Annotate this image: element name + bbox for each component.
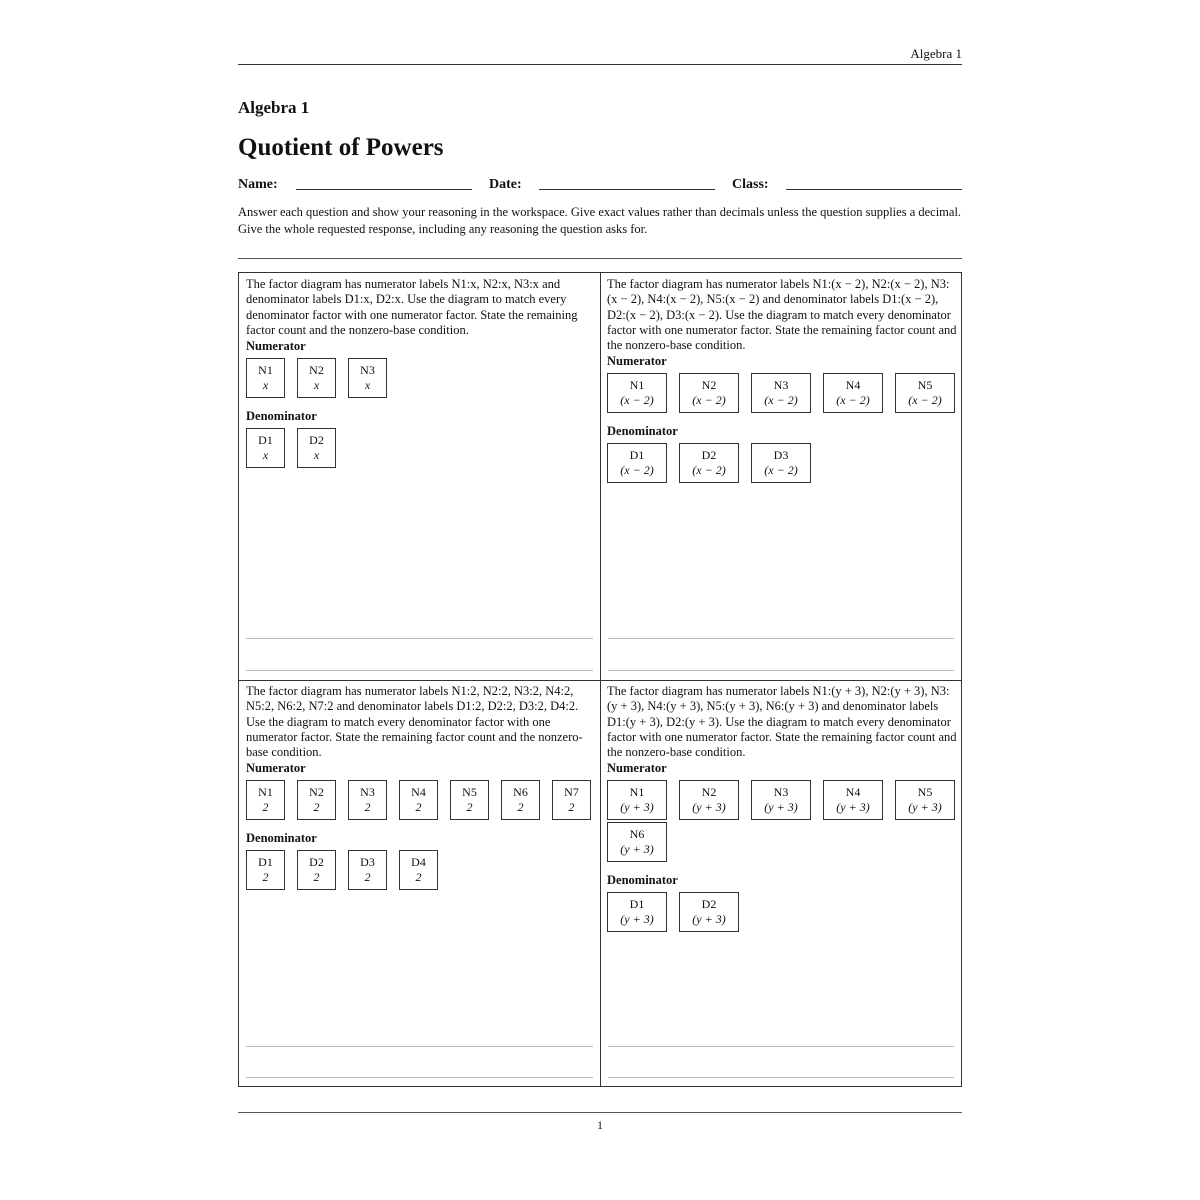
factor-value: 2 xyxy=(364,870,371,885)
denominator-factor-box xyxy=(679,892,739,932)
footer-rule xyxy=(238,1112,962,1113)
question-text: The factor diagram has numerator labels N1:(y + 3), N2:(y + 3), N3:(y + 3), N4:(y + 3), N5:(y + 3), N6:(y + 3) and denominator labels D1:(y + 3), D2:(y + 3). Use the diagram to match every denominator factor with one numerator factor. State the remaining factor count and the nonzero-base condition. xyxy=(607,684,957,760)
numerator-factors xyxy=(607,780,957,862)
factor-id: N4 xyxy=(411,785,426,800)
factor-value: (x − 2) xyxy=(836,393,870,408)
factor-value: (y + 3) xyxy=(836,800,870,815)
factor-value: x xyxy=(313,448,320,463)
factor-id: N1 xyxy=(258,785,273,800)
date-field[interactable] xyxy=(539,189,715,190)
factor-value: (x − 2) xyxy=(764,463,798,478)
subject-heading: Algebra 1 xyxy=(238,98,310,117)
factor-id: N4 xyxy=(845,378,861,393)
numerator-factor-box xyxy=(348,780,387,820)
factor-value: (x − 2) xyxy=(764,393,798,408)
question-cell-2 xyxy=(607,277,957,677)
denominator-factor-box xyxy=(246,850,285,890)
answer-line[interactable] xyxy=(246,670,593,671)
question-grid xyxy=(238,272,962,1087)
question-text: The factor diagram has numerator labels N1:x, N2:x, N3:x and denominator labels D1:x, D2:x. Use the diagram to match every denominator factor with one numerator factor. State the remaining factor count and the nonzero-base condition. xyxy=(246,277,578,337)
student-info-row xyxy=(238,177,962,197)
answer-line[interactable] xyxy=(246,1046,593,1047)
answer-line[interactable] xyxy=(608,1077,954,1078)
factor-value: x xyxy=(364,378,371,393)
numerator-label: Numerator xyxy=(607,761,667,776)
answer-line[interactable] xyxy=(246,638,593,639)
factor-value: (y + 3) xyxy=(908,800,942,815)
factor-value: x xyxy=(262,378,269,393)
numerator-factor-box xyxy=(607,822,667,862)
factor-value: (x − 2) xyxy=(692,463,726,478)
factor-id: N5 xyxy=(917,378,933,393)
numerator-factors xyxy=(246,358,594,398)
factor-value: (y + 3) xyxy=(692,800,726,815)
factor-id: D1 xyxy=(629,448,645,463)
factor-id: D2 xyxy=(309,855,324,870)
denominator-factor-box xyxy=(679,443,739,483)
factor-value: x xyxy=(313,378,320,393)
numerator-factor-box xyxy=(297,358,336,398)
factor-id: N1 xyxy=(258,363,273,378)
numerator-factor-box xyxy=(450,780,489,820)
factor-id: D2 xyxy=(309,433,324,448)
factor-value: x xyxy=(262,448,269,463)
denominator-factor-box xyxy=(297,428,336,468)
worksheet-title: Quotient of Powers xyxy=(238,134,444,161)
factor-value: (x − 2) xyxy=(908,393,942,408)
factor-id: D4 xyxy=(411,855,426,870)
numerator-factor-box xyxy=(607,780,667,820)
factor-id: N2 xyxy=(309,363,324,378)
numerator-factor-box xyxy=(348,358,387,398)
factor-id: N4 xyxy=(845,785,861,800)
factor-value: 2 xyxy=(313,800,320,815)
factor-id: N2 xyxy=(309,785,324,800)
running-head: Algebra 1 xyxy=(910,46,962,61)
factor-value: (y + 3) xyxy=(620,800,654,815)
factor-id: N2 xyxy=(701,378,717,393)
header-rule xyxy=(238,64,962,65)
grid-divider-horizontal xyxy=(239,680,961,681)
answer-line[interactable] xyxy=(608,670,954,671)
factor-id: D3 xyxy=(773,448,789,463)
denominator-factor-box xyxy=(607,443,667,483)
factor-value: 2 xyxy=(415,800,422,815)
numerator-factor-box xyxy=(246,780,285,820)
factor-id: D1 xyxy=(258,855,273,870)
factor-value: (x − 2) xyxy=(620,463,654,478)
question-text: The factor diagram has numerator labels N1:(x − 2), N2:(x − 2), N3:(x − 2), N4:(x − 2), N5:(x − 2) and denominator labels D1:(x − 2), D2:(x − 2), D3:(x − 2). Use the diagram to match every denominator factor with one numerator factor. State the remaining factor count and the nonzero-base condition. xyxy=(607,277,957,353)
denominator-factor-box xyxy=(751,443,811,483)
factor-value: 2 xyxy=(415,870,422,885)
numerator-label: Numerator xyxy=(246,339,306,354)
class-field[interactable] xyxy=(786,189,962,190)
question-cell-1 xyxy=(246,277,594,677)
denominator-label: Denominator xyxy=(607,873,678,888)
factor-id: N2 xyxy=(701,785,717,800)
answer-line[interactable] xyxy=(608,1046,954,1047)
factor-id: D2 xyxy=(701,448,717,463)
factor-value: (y + 3) xyxy=(620,842,654,857)
numerator-factor-box xyxy=(679,373,739,413)
numerator-factor-box xyxy=(751,780,811,820)
numerator-factor-box xyxy=(297,780,336,820)
factor-value: 2 xyxy=(517,800,524,815)
denominator-factors xyxy=(607,892,957,932)
factor-value: 2 xyxy=(262,870,269,885)
numerator-factor-box xyxy=(679,780,739,820)
factor-value: 2 xyxy=(568,800,575,815)
factor-id: N3 xyxy=(360,785,375,800)
denominator-label: Denominator xyxy=(246,409,317,424)
numerator-factor-box xyxy=(895,373,955,413)
numerator-factors xyxy=(246,780,594,820)
numerator-factor-box xyxy=(552,780,591,820)
factor-value: 2 xyxy=(313,870,320,885)
date-label: Date: xyxy=(489,177,522,192)
question-cell-4 xyxy=(607,684,957,1084)
factor-id: D1 xyxy=(258,433,273,448)
factor-id: N3 xyxy=(360,363,375,378)
factor-id: N1 xyxy=(629,378,645,393)
factor-id: N3 xyxy=(773,785,789,800)
factor-value: (y + 3) xyxy=(692,912,726,927)
denominator-label: Denominator xyxy=(246,831,317,846)
denominator-factor-box xyxy=(246,428,285,468)
instructions: Answer each question and show your reasoning in the workspace. Give exact values rather than decimals unless the question supplies a decimal. Give the whole requested response, including any reasoning the question asks for. xyxy=(238,205,962,236)
denominator-factors xyxy=(246,428,594,468)
page-number: 1 xyxy=(597,1118,603,1132)
name-field[interactable] xyxy=(296,189,472,190)
numerator-factor-box xyxy=(751,373,811,413)
factor-value: 2 xyxy=(466,800,473,815)
numerator-factor-box xyxy=(823,780,883,820)
factor-id: N1 xyxy=(629,785,645,800)
denominator-factors xyxy=(246,850,594,890)
factor-value: (y + 3) xyxy=(764,800,798,815)
answer-line[interactable] xyxy=(246,1077,593,1078)
factor-value: (x − 2) xyxy=(692,393,726,408)
factor-id: D3 xyxy=(360,855,375,870)
question-cell-3 xyxy=(246,684,594,1084)
factor-value: (x − 2) xyxy=(620,393,654,408)
answer-line[interactable] xyxy=(608,638,954,639)
factor-value: (y + 3) xyxy=(620,912,654,927)
numerator-factor-box xyxy=(246,358,285,398)
numerator-label: Numerator xyxy=(607,354,667,369)
numerator-label: Numerator xyxy=(246,761,306,776)
denominator-factor-box xyxy=(399,850,438,890)
factor-id: N5 xyxy=(917,785,933,800)
factor-id: N6 xyxy=(629,827,645,842)
factor-value: 2 xyxy=(364,800,371,815)
denominator-factor-box xyxy=(297,850,336,890)
name-label: Name: xyxy=(238,177,278,192)
factor-id: N7 xyxy=(564,785,579,800)
factor-id: D1 xyxy=(629,897,645,912)
denominator-factor-box xyxy=(348,850,387,890)
numerator-factors xyxy=(607,373,957,413)
factor-value: 2 xyxy=(262,800,269,815)
class-label: Class: xyxy=(732,177,769,192)
denominator-factor-box xyxy=(607,892,667,932)
question-text: The factor diagram has numerator labels N1:2, N2:2, N3:2, N4:2, N5:2, N6:2, N7:2 and denominator labels D1:2, D2:2, D3:2, D4:2. Use the diagram to match every denominator factor with one numerator factor. State the remaining factor count and the nonzero-base condition. xyxy=(246,684,583,760)
instructions-rule xyxy=(238,258,962,259)
factor-id: D2 xyxy=(701,897,717,912)
factor-id: N3 xyxy=(773,378,789,393)
factor-id: N6 xyxy=(513,785,528,800)
numerator-factor-box xyxy=(399,780,438,820)
numerator-factor-box xyxy=(501,780,540,820)
numerator-factor-box xyxy=(607,373,667,413)
denominator-label: Denominator xyxy=(607,424,678,439)
numerator-factor-box xyxy=(895,780,955,820)
numerator-factor-box xyxy=(823,373,883,413)
factor-id: N5 xyxy=(462,785,477,800)
denominator-factors xyxy=(607,443,957,483)
